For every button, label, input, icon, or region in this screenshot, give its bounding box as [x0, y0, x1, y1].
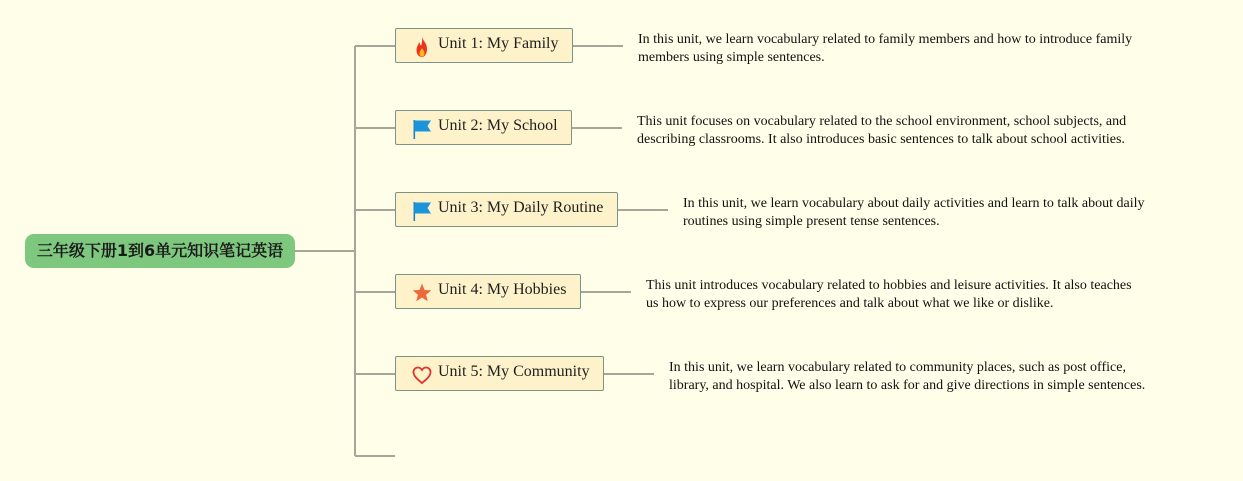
unit-topic-5[interactable]: [395, 356, 604, 391]
flag-icon: [412, 118, 432, 140]
star-icon: [412, 282, 432, 304]
unit-label: Unit 3: My Daily Routine: [438, 198, 604, 216]
unit-topic-2[interactable]: [395, 110, 572, 145]
unit-label: Unit 4: My Hobbies: [438, 280, 567, 298]
unit-topic-3[interactable]: [395, 192, 618, 227]
unit-label: Unit 2: My School: [438, 116, 558, 134]
unit-topic-4[interactable]: [395, 274, 581, 309]
unit-note-3: In this unit, we learn vocabulary about daily activities and learn to talk about daily routines using simple present tense sentences.: [683, 196, 1145, 229]
central-topic[interactable]: 三年级下册1到6单元知识笔记英语: [25, 234, 295, 268]
unit-label: Unit 1: My Family: [438, 34, 559, 52]
flag-icon: [412, 200, 432, 222]
fire-icon: [412, 36, 432, 58]
unit-label: Unit 5: My Community: [438, 362, 590, 380]
unit-note-2: This unit focuses on vocabulary related to the school environment, school subjects, and describing classrooms. It also introduces basic sentences to talk about school activities.: [637, 114, 1127, 147]
unit-note-1: In this unit, we learn vocabulary related to family members and how to introduce family members using simple sentences.: [638, 32, 1133, 65]
unit-note-5: In this unit, we learn vocabulary related to community places, such as post office, library, and hospital. We also learn to ask for and give directions in simple sentences.: [669, 360, 1146, 393]
heart-icon: [412, 364, 432, 386]
unit-note-4: This unit introduces vocabulary related to hobbies and leisure activities. It also teaches us how to express our preferences and talk about what we like or dislike.: [646, 278, 1132, 311]
unit-topic-1[interactable]: [395, 28, 573, 63]
